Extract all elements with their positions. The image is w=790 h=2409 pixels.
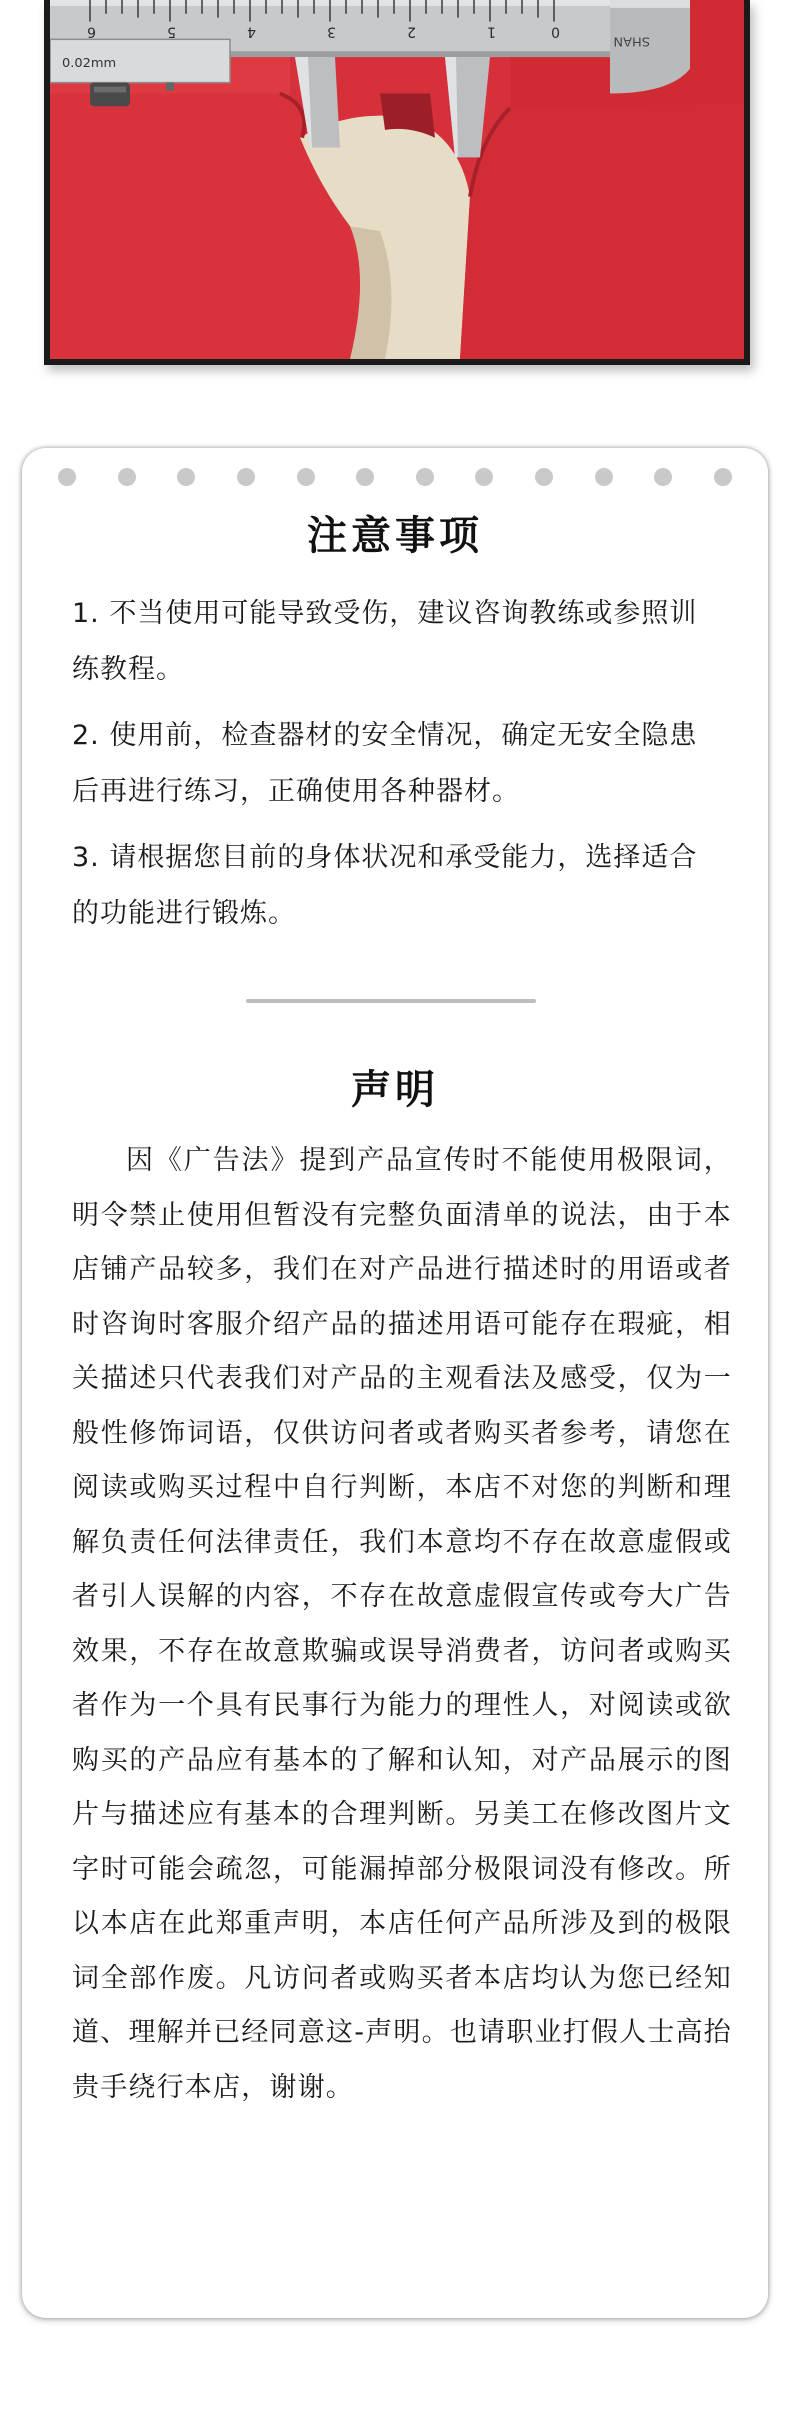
scale-number: 3: [327, 23, 336, 40]
binder-hole: [654, 468, 672, 486]
binder-hole: [177, 468, 195, 486]
vernier-label: 0.02mm: [62, 55, 117, 71]
statement-title: 声明: [351, 1067, 439, 1113]
binder-hole: [297, 468, 315, 486]
scale-number: 0: [551, 23, 560, 40]
binder-hole: [535, 468, 553, 486]
scale-number: 1: [487, 23, 496, 40]
binder-hole: [237, 468, 255, 486]
binder-hole: [58, 468, 76, 486]
binder-hole: [714, 468, 732, 486]
note-item: 1. 不当使用可能导致受伤，建议咨询教练或参照训练教程。: [72, 598, 698, 685]
section-divider: [246, 999, 536, 1003]
binder-hole: [475, 468, 493, 486]
binder-hole: [416, 468, 434, 486]
note-item: 3. 请根据您目前的身体状况和承受能力，选择适合的功能进行锻炼。: [72, 842, 698, 929]
binder-hole: [356, 468, 374, 486]
notes-list: [72, 586, 724, 952]
notes-title: 注意事项: [307, 513, 483, 559]
scale-number: 2: [407, 23, 416, 40]
caliper-photo: [50, 0, 744, 359]
binder-hole: [595, 468, 613, 486]
scale-number: 6: [87, 23, 96, 40]
binder-holes: [58, 468, 732, 486]
info-card: [22, 448, 768, 2318]
scale-number: 5: [167, 23, 176, 40]
statement-body: 因《广告法》提到产品宣传时不能使用极限词，明令禁止使用但暂没有完整负面清单的说法，由于本店铺产品较多，我们在对产品进行描述时的用语或者时咨询时客服介绍产品的描述用语可能存在瑕疵，相关描述只代表我们对产品的主观看法及感受，仅为一般性修饰词语，仅供访问者或者购买者参考，请您在阅读或购买过程中自行判断，本店不对您的判断和理解负责任何法律责任，我们本意均不存在故意虚假或者引人误解的内容，不存在故意虚假宣传或夸大广告效果，不存在故意欺骗或误导消费者，访问者或购买者作为一个具有民事行为能力的理性人，对阅读或欲购买的产品应有基本的了解和认知，对产品展示的图片与描述应有基本的合理判断。另美工在修改图片文字时可能会疏忽，可能漏掉部分极限词没有修改。所以本店在此郑重声明，本店任何产品所涉及到的极限词全部作废。凡访问者或购买者本店均认为您已经知道、理解并已经同意这-声明。也请职业打假人士高抬贵手绕行本店，谢谢。: [72, 1145, 732, 2103]
note-item: 2. 使用前，检查器材的安全情况，确定无安全隐患后再进行练习，正确使用各种器材。: [72, 720, 698, 807]
product-photo: [44, 0, 750, 365]
binder-hole: [118, 468, 136, 486]
scale-number: 4: [247, 23, 256, 40]
brand-mark: SHAN: [613, 33, 650, 49]
